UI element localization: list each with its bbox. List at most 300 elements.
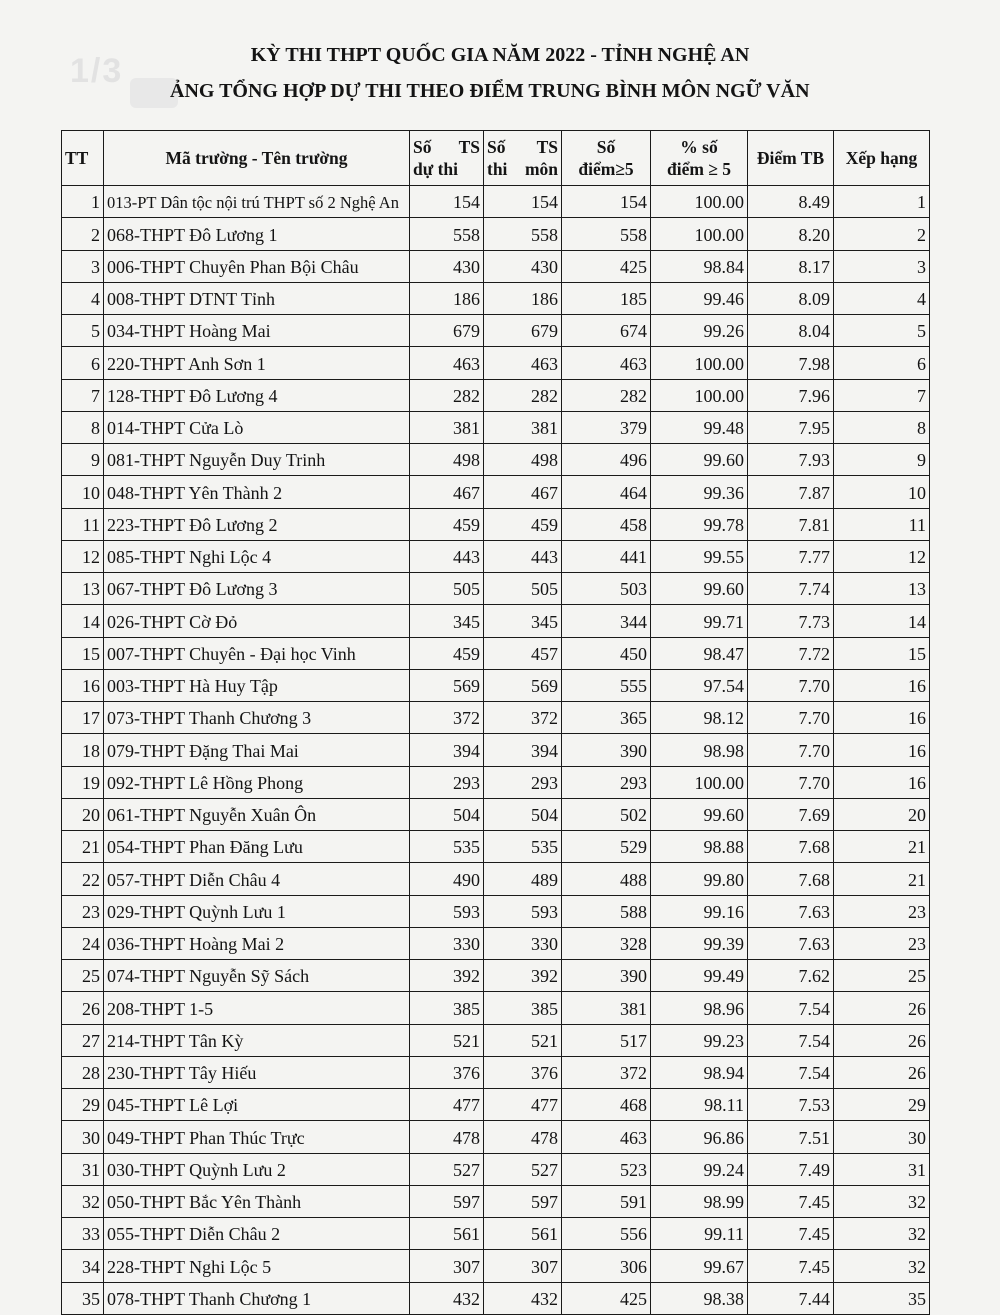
cell-school: 057-THPT Diễn Châu 4 <box>104 863 410 895</box>
cell-school: 078-THPT Thanh Chương 1 <box>104 1282 410 1314</box>
cell-xep-hang: 3 <box>834 250 930 282</box>
cell-ts-du-thi: 330 <box>410 927 484 959</box>
cell-pct: 99.49 <box>651 960 748 992</box>
cell-school: 128-THPT Đô Lương 4 <box>104 379 410 411</box>
cell-school: 074-THPT Nguyễn Sỹ Sách <box>104 960 410 992</box>
cell-xep-hang: 5 <box>834 315 930 347</box>
cell-so-diem: 523 <box>562 1153 651 1185</box>
header-ts-thi-mon-a: Số <box>487 137 506 157</box>
cell-ts-du-thi: 535 <box>410 831 484 863</box>
cell-school: 223-THPT Đô Lương 2 <box>104 508 410 540</box>
cell-ts-du-thi: 477 <box>410 1089 484 1121</box>
cell-ts-thi-mon: 432 <box>484 1282 562 1314</box>
header-xep-hang: Xếp hạng <box>834 131 930 186</box>
document-subtitle: ẢNG TỔNG HỢP DỰ THI THEO ĐIỂM TRUNG BÌNH MÔN NGỮ VĂN <box>170 80 810 102</box>
cell-pct: 99.24 <box>651 1153 748 1185</box>
cell-tt: 9 <box>62 444 104 476</box>
cell-diem-tb: 8.17 <box>748 250 834 282</box>
cell-tt: 26 <box>62 992 104 1024</box>
header-school: Mã trường - Tên trường <box>104 131 410 186</box>
cell-so-diem: 372 <box>562 1056 651 1088</box>
cell-ts-du-thi: 282 <box>410 379 484 411</box>
cell-diem-tb: 7.51 <box>748 1121 834 1153</box>
cell-school: 008-THPT DTNT Tỉnh <box>104 282 410 314</box>
cell-pct: 99.78 <box>651 508 748 540</box>
cell-tt: 32 <box>62 1185 104 1217</box>
cell-diem-tb: 7.54 <box>748 992 834 1024</box>
cell-tt: 21 <box>62 831 104 863</box>
cell-xep-hang: 15 <box>834 637 930 669</box>
cell-ts-du-thi: 307 <box>410 1250 484 1282</box>
cell-ts-thi-mon: 467 <box>484 476 562 508</box>
cell-ts-du-thi: 154 <box>410 186 484 218</box>
cell-xep-hang: 2 <box>834 218 930 250</box>
cell-pct: 99.67 <box>651 1250 748 1282</box>
header-ts-du-thi <box>410 131 484 186</box>
table-row <box>62 1218 930 1250</box>
cell-pct: 98.38 <box>651 1282 748 1314</box>
cell-diem-tb: 8.09 <box>748 282 834 314</box>
cell-school: 013-PT Dân tộc nội trú THPT số 2 Nghệ An <box>104 186 410 218</box>
cell-ts-du-thi: 443 <box>410 540 484 572</box>
cell-ts-du-thi: 385 <box>410 992 484 1024</box>
cell-school: 048-THPT Yên Thành 2 <box>104 476 410 508</box>
table-row <box>62 669 930 701</box>
header-pct-b: số <box>702 137 718 157</box>
cell-diem-tb: 7.69 <box>748 798 834 830</box>
cell-school: 073-THPT Thanh Chương 3 <box>104 702 410 734</box>
table-row <box>62 1089 930 1121</box>
cell-xep-hang: 14 <box>834 605 930 637</box>
table-row <box>62 573 930 605</box>
cell-xep-hang: 13 <box>834 573 930 605</box>
cell-xep-hang: 8 <box>834 411 930 443</box>
cell-ts-du-thi: 478 <box>410 1121 484 1153</box>
cell-ts-thi-mon: 489 <box>484 863 562 895</box>
table-row <box>62 1282 930 1314</box>
cell-ts-du-thi: 467 <box>410 476 484 508</box>
header-so-diem-a: Số <box>596 137 616 157</box>
cell-tt: 33 <box>62 1218 104 1250</box>
cell-so-diem: 503 <box>562 573 651 605</box>
cell-ts-thi-mon: 504 <box>484 798 562 830</box>
cell-xep-hang: 21 <box>834 863 930 895</box>
cell-ts-du-thi: 430 <box>410 250 484 282</box>
cell-xep-hang: 10 <box>834 476 930 508</box>
cell-tt: 14 <box>62 605 104 637</box>
cell-tt: 13 <box>62 573 104 605</box>
cell-ts-thi-mon: 463 <box>484 347 562 379</box>
cell-diem-tb: 8.20 <box>748 218 834 250</box>
cell-so-diem: 674 <box>562 315 651 347</box>
cell-diem-tb: 7.77 <box>748 540 834 572</box>
cell-school: 029-THPT Quỳnh Lưu 1 <box>104 895 410 927</box>
cell-tt: 34 <box>62 1250 104 1282</box>
cell-tt: 15 <box>62 637 104 669</box>
cell-school: 049-THPT Phan Thúc Trực <box>104 1121 410 1153</box>
cell-xep-hang: 16 <box>834 702 930 734</box>
cell-diem-tb: 7.54 <box>748 1056 834 1088</box>
cell-so-diem: 390 <box>562 734 651 766</box>
cell-ts-thi-mon: 392 <box>484 960 562 992</box>
cell-xep-hang: 25 <box>834 960 930 992</box>
cell-so-diem: 591 <box>562 1185 651 1217</box>
table-row <box>62 1121 930 1153</box>
cell-pct: 99.16 <box>651 895 748 927</box>
cell-diem-tb: 7.73 <box>748 605 834 637</box>
table-row <box>62 379 930 411</box>
cell-school: 214-THPT Tân Kỳ <box>104 1024 410 1056</box>
cell-school: 006-THPT Chuyên Phan Bội Châu <box>104 250 410 282</box>
cell-so-diem: 381 <box>562 992 651 1024</box>
cell-pct: 100.00 <box>651 186 748 218</box>
cell-ts-du-thi: 521 <box>410 1024 484 1056</box>
cell-so-diem: 185 <box>562 282 651 314</box>
cell-xep-hang: 31 <box>834 1153 930 1185</box>
cell-tt: 25 <box>62 960 104 992</box>
table-row <box>62 1153 930 1185</box>
cell-ts-thi-mon: 478 <box>484 1121 562 1153</box>
cell-so-diem: 425 <box>562 250 651 282</box>
cell-school: 220-THPT Anh Sơn 1 <box>104 347 410 379</box>
header-tt: TT <box>62 131 104 186</box>
cell-so-diem: 496 <box>562 444 651 476</box>
cell-diem-tb: 7.70 <box>748 734 834 766</box>
cell-diem-tb: 7.44 <box>748 1282 834 1314</box>
cell-ts-thi-mon: 330 <box>484 927 562 959</box>
header-pct-a: % <box>680 137 698 157</box>
cell-ts-thi-mon: 154 <box>484 186 562 218</box>
table-row <box>62 476 930 508</box>
cell-ts-du-thi: 381 <box>410 411 484 443</box>
cell-pct: 99.55 <box>651 540 748 572</box>
cell-school: 045-THPT Lê Lợi <box>104 1089 410 1121</box>
cell-diem-tb: 7.68 <box>748 863 834 895</box>
cell-xep-hang: 29 <box>834 1089 930 1121</box>
table-header-row <box>62 131 930 186</box>
cell-ts-du-thi: 561 <box>410 1218 484 1250</box>
table-row <box>62 960 930 992</box>
cell-xep-hang: 1 <box>834 186 930 218</box>
cell-so-diem: 379 <box>562 411 651 443</box>
cell-tt: 6 <box>62 347 104 379</box>
cell-school: 208-THPT 1-5 <box>104 992 410 1024</box>
table-row <box>62 734 930 766</box>
cell-pct: 97.54 <box>651 669 748 701</box>
cell-ts-du-thi: 432 <box>410 1282 484 1314</box>
cell-school: 055-THPT Diễn Châu 2 <box>104 1218 410 1250</box>
cell-xep-hang: 11 <box>834 508 930 540</box>
cell-tt: 4 <box>62 282 104 314</box>
table-row <box>62 863 930 895</box>
cell-diem-tb: 7.49 <box>748 1153 834 1185</box>
cell-xep-hang: 4 <box>834 282 930 314</box>
cell-school: 030-THPT Quỳnh Lưu 2 <box>104 1153 410 1185</box>
table-row <box>62 186 930 218</box>
cell-xep-hang: 26 <box>834 992 930 1024</box>
cell-diem-tb: 7.87 <box>748 476 834 508</box>
cell-school: 050-THPT Bắc Yên Thành <box>104 1185 410 1217</box>
cell-school: 230-THPT Tây Hiếu <box>104 1056 410 1088</box>
cell-diem-tb: 7.70 <box>748 766 834 798</box>
cell-tt: 35 <box>62 1282 104 1314</box>
cell-pct: 99.46 <box>651 282 748 314</box>
header-ts-thi-mon-b: TS <box>536 137 558 157</box>
cell-xep-hang: 32 <box>834 1218 930 1250</box>
cell-ts-du-thi: 392 <box>410 960 484 992</box>
header-ts-thi-mon <box>484 131 562 186</box>
cell-ts-thi-mon: 186 <box>484 282 562 314</box>
table-row <box>62 1185 930 1217</box>
cell-ts-thi-mon: 430 <box>484 250 562 282</box>
cell-so-diem: 282 <box>562 379 651 411</box>
cell-school: 007-THPT Chuyên - Đại học Vinh <box>104 637 410 669</box>
table-row <box>62 347 930 379</box>
cell-diem-tb: 7.98 <box>748 347 834 379</box>
cell-school: 054-THPT Phan Đăng Lưu <box>104 831 410 863</box>
cell-so-diem: 558 <box>562 218 651 250</box>
header-ts-thi-mon-d: môn <box>524 159 558 179</box>
cell-tt: 11 <box>62 508 104 540</box>
cell-tt: 30 <box>62 1121 104 1153</box>
cell-ts-du-thi: 463 <box>410 347 484 379</box>
cell-so-diem: 441 <box>562 540 651 572</box>
cell-so-diem: 293 <box>562 766 651 798</box>
cell-diem-tb: 8.04 <box>748 315 834 347</box>
header-pct <box>651 131 748 186</box>
cell-tt: 20 <box>62 798 104 830</box>
document-title: KỲ THI THPT QUỐC GIA NĂM 2022 - TỈNH NGHỆ AN <box>250 44 750 66</box>
cell-diem-tb: 7.63 <box>748 927 834 959</box>
cell-school: 068-THPT Đô Lương 1 <box>104 218 410 250</box>
table-row <box>62 1024 930 1056</box>
cell-ts-thi-mon: 394 <box>484 734 562 766</box>
cell-so-diem: 458 <box>562 508 651 540</box>
cell-ts-thi-mon: 376 <box>484 1056 562 1088</box>
cell-diem-tb: 7.70 <box>748 702 834 734</box>
cell-pct: 99.60 <box>651 444 748 476</box>
cell-ts-thi-mon: 558 <box>484 218 562 250</box>
cell-school: 079-THPT Đặng Thai Mai <box>104 734 410 766</box>
cell-xep-hang: 20 <box>834 798 930 830</box>
header-so-diem-b: điểm≥5 <box>578 159 634 179</box>
cell-tt: 27 <box>62 1024 104 1056</box>
cell-ts-du-thi: 186 <box>410 282 484 314</box>
cell-ts-du-thi: 504 <box>410 798 484 830</box>
cell-ts-thi-mon: 679 <box>484 315 562 347</box>
cell-ts-du-thi: 376 <box>410 1056 484 1088</box>
cell-tt: 12 <box>62 540 104 572</box>
cell-ts-du-thi: 490 <box>410 863 484 895</box>
cell-ts-thi-mon: 307 <box>484 1250 562 1282</box>
cell-school: 081-THPT Nguyễn Duy Trinh <box>104 444 410 476</box>
table-row <box>62 411 930 443</box>
cell-ts-du-thi: 527 <box>410 1153 484 1185</box>
cell-xep-hang: 32 <box>834 1250 930 1282</box>
cell-diem-tb: 7.54 <box>748 1024 834 1056</box>
cell-tt: 17 <box>62 702 104 734</box>
cell-diem-tb: 7.81 <box>748 508 834 540</box>
cell-pct: 99.39 <box>651 927 748 959</box>
table-row <box>62 831 930 863</box>
cell-ts-thi-mon: 477 <box>484 1089 562 1121</box>
cell-so-diem: 468 <box>562 1089 651 1121</box>
cell-pct: 98.88 <box>651 831 748 863</box>
cell-so-diem: 463 <box>562 1121 651 1153</box>
cell-tt: 8 <box>62 411 104 443</box>
cell-so-diem: 502 <box>562 798 651 830</box>
page-indicator: 1/3 <box>70 52 124 90</box>
cell-ts-du-thi: 505 <box>410 573 484 605</box>
header-ts-thi-mon-c: thi <box>487 159 508 179</box>
cell-pct: 98.12 <box>651 702 748 734</box>
cell-xep-hang: 32 <box>834 1185 930 1217</box>
cell-so-diem: 154 <box>562 186 651 218</box>
table-row <box>62 992 930 1024</box>
cell-so-diem: 344 <box>562 605 651 637</box>
table-row <box>62 895 930 927</box>
cell-ts-du-thi: 498 <box>410 444 484 476</box>
cell-pct: 98.96 <box>651 992 748 1024</box>
cell-tt: 31 <box>62 1153 104 1185</box>
table-row <box>62 218 930 250</box>
cell-ts-thi-mon: 505 <box>484 573 562 605</box>
cell-pct: 98.11 <box>651 1089 748 1121</box>
cell-tt: 3 <box>62 250 104 282</box>
cell-diem-tb: 7.63 <box>748 895 834 927</box>
cell-pct: 98.94 <box>651 1056 748 1088</box>
cell-pct: 99.36 <box>651 476 748 508</box>
cell-school: 036-THPT Hoàng Mai 2 <box>104 927 410 959</box>
cell-tt: 24 <box>62 927 104 959</box>
cell-so-diem: 425 <box>562 1282 651 1314</box>
cell-pct: 100.00 <box>651 218 748 250</box>
cell-so-diem: 588 <box>562 895 651 927</box>
cell-tt: 2 <box>62 218 104 250</box>
header-so-diem <box>562 131 651 186</box>
cell-school: 067-THPT Đô Lương 3 <box>104 573 410 605</box>
cell-ts-du-thi: 679 <box>410 315 484 347</box>
cell-pct: 98.98 <box>651 734 748 766</box>
cell-diem-tb: 7.93 <box>748 444 834 476</box>
cell-so-diem: 556 <box>562 1218 651 1250</box>
cell-ts-du-thi: 569 <box>410 669 484 701</box>
table-row <box>62 927 930 959</box>
cell-tt: 22 <box>62 863 104 895</box>
cell-ts-thi-mon: 535 <box>484 831 562 863</box>
table-row <box>62 702 930 734</box>
cell-ts-thi-mon: 385 <box>484 992 562 1024</box>
cell-ts-thi-mon: 459 <box>484 508 562 540</box>
table-row <box>62 766 930 798</box>
cell-ts-du-thi: 593 <box>410 895 484 927</box>
cell-diem-tb: 7.96 <box>748 379 834 411</box>
cell-school: 014-THPT Cửa Lò <box>104 411 410 443</box>
cell-school: 228-THPT Nghi Lộc 5 <box>104 1250 410 1282</box>
cell-ts-du-thi: 459 <box>410 637 484 669</box>
cell-so-diem: 450 <box>562 637 651 669</box>
cell-xep-hang: 16 <box>834 734 930 766</box>
cell-pct: 100.00 <box>651 766 748 798</box>
cell-tt: 1 <box>62 186 104 218</box>
table-row <box>62 282 930 314</box>
header-ts-du-thi-b: TS <box>458 137 480 157</box>
table-row <box>62 798 930 830</box>
cell-ts-thi-mon: 457 <box>484 637 562 669</box>
cell-so-diem: 464 <box>562 476 651 508</box>
cell-pct: 99.60 <box>651 798 748 830</box>
cell-ts-thi-mon: 345 <box>484 605 562 637</box>
cell-xep-hang: 30 <box>834 1121 930 1153</box>
cell-ts-thi-mon: 293 <box>484 766 562 798</box>
cell-school: 026-THPT Cờ Đỏ <box>104 605 410 637</box>
table-row <box>62 637 930 669</box>
cell-pct: 99.23 <box>651 1024 748 1056</box>
cell-tt: 16 <box>62 669 104 701</box>
cell-xep-hang: 26 <box>834 1024 930 1056</box>
cell-so-diem: 390 <box>562 960 651 992</box>
cell-diem-tb: 7.45 <box>748 1250 834 1282</box>
cell-diem-tb: 7.53 <box>748 1089 834 1121</box>
cell-diem-tb: 7.62 <box>748 960 834 992</box>
results-table <box>61 130 930 1315</box>
table-row <box>62 444 930 476</box>
cell-ts-thi-mon: 569 <box>484 669 562 701</box>
cell-pct: 99.80 <box>651 863 748 895</box>
cell-so-diem: 306 <box>562 1250 651 1282</box>
cell-tt: 29 <box>62 1089 104 1121</box>
cell-tt: 7 <box>62 379 104 411</box>
cell-ts-thi-mon: 443 <box>484 540 562 572</box>
cell-pct: 98.84 <box>651 250 748 282</box>
cell-xep-hang: 6 <box>834 347 930 379</box>
cell-diem-tb: 7.45 <box>748 1185 834 1217</box>
cell-ts-thi-mon: 372 <box>484 702 562 734</box>
cell-diem-tb: 7.45 <box>748 1218 834 1250</box>
cell-xep-hang: 16 <box>834 766 930 798</box>
cell-pct: 99.71 <box>651 605 748 637</box>
cell-diem-tb: 7.74 <box>748 573 834 605</box>
cell-school: 092-THPT Lê Hồng Phong <box>104 766 410 798</box>
cell-xep-hang: 7 <box>834 379 930 411</box>
table-row <box>62 540 930 572</box>
cell-xep-hang: 16 <box>834 669 930 701</box>
cell-so-diem: 365 <box>562 702 651 734</box>
table-row <box>62 605 930 637</box>
cell-pct: 99.48 <box>651 411 748 443</box>
cell-ts-thi-mon: 527 <box>484 1153 562 1185</box>
table-row <box>62 1056 930 1088</box>
cell-tt: 28 <box>62 1056 104 1088</box>
cell-school: 085-THPT Nghi Lộc 4 <box>104 540 410 572</box>
cell-school: 061-THPT Nguyễn Xuân Ôn <box>104 798 410 830</box>
table-row <box>62 508 930 540</box>
cell-pct: 99.26 <box>651 315 748 347</box>
cell-ts-du-thi: 597 <box>410 1185 484 1217</box>
cell-diem-tb: 7.72 <box>748 637 834 669</box>
cell-so-diem: 463 <box>562 347 651 379</box>
cell-pct: 99.11 <box>651 1218 748 1250</box>
cell-tt: 10 <box>62 476 104 508</box>
cell-ts-du-thi: 345 <box>410 605 484 637</box>
cell-diem-tb: 7.95 <box>748 411 834 443</box>
cell-ts-thi-mon: 381 <box>484 411 562 443</box>
cell-diem-tb: 7.70 <box>748 669 834 701</box>
cell-diem-tb: 8.49 <box>748 186 834 218</box>
cell-tt: 19 <box>62 766 104 798</box>
cell-diem-tb: 7.68 <box>748 831 834 863</box>
cell-ts-du-thi: 372 <box>410 702 484 734</box>
